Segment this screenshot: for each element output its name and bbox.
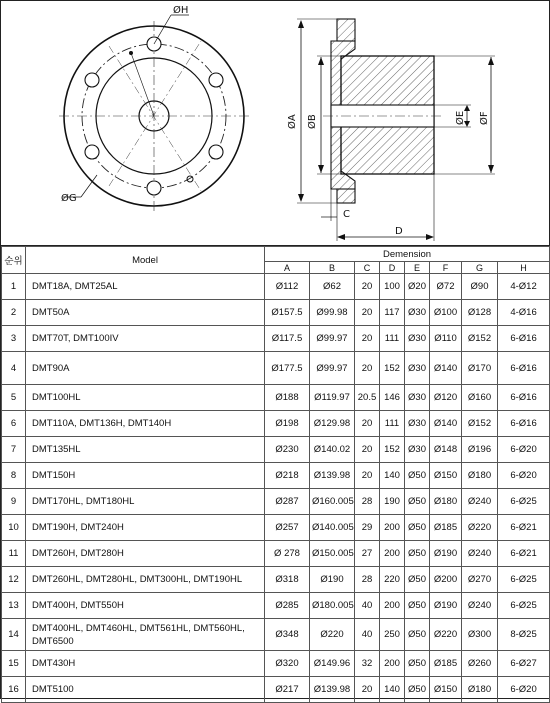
label-dia-a: ØA [287, 114, 298, 129]
dimension-h-cell: 6-Ø25 [498, 593, 550, 619]
label-dia-e: ØE [455, 110, 466, 125]
dimension-a-cell: Ø217 [265, 677, 310, 703]
dimension-a-cell: Ø230 [265, 437, 310, 463]
dimension-a-cell: Ø157.5 [265, 300, 310, 326]
dimension-c-cell: 20 [355, 411, 380, 437]
label-dia-h: ØH [173, 5, 189, 16]
dimension-d-cell: 200 [380, 651, 405, 677]
label-dia-b: ØB [307, 114, 318, 129]
table-body [2, 274, 550, 703]
dimension-f-cell: Ø190 [430, 541, 462, 567]
dimension-table [1, 246, 550, 703]
dimension-c-cell: 20 [355, 300, 380, 326]
dimension-h-cell: 6-Ø20 [498, 437, 550, 463]
pin-hole [187, 176, 193, 182]
header-dimension: Demension [265, 247, 550, 262]
dimension-b-cell: Ø99.97 [310, 352, 355, 385]
dimension-g-cell: Ø300 [462, 619, 498, 651]
model-name: DMT260HL, DMT280HL, DMT300HL, DMT190HL [26, 567, 265, 593]
row-number: 7 [2, 437, 26, 463]
dimension-c-cell: 28 [355, 489, 380, 515]
bolt-hole [209, 145, 223, 159]
dimension-h-cell: 6-Ø16 [498, 326, 550, 352]
dimension-d-cell: 250 [380, 619, 405, 651]
dimension-h-cell: 6-Ø25 [498, 489, 550, 515]
header-col-e: E [405, 262, 430, 274]
table-header-row [2, 247, 550, 262]
table-row [2, 300, 550, 326]
row-number: 8 [2, 463, 26, 489]
dimension-a-cell: Ø285 [265, 593, 310, 619]
model-name: DMT50A [26, 300, 265, 326]
header-seq: 순위 [2, 247, 26, 274]
dimension-f-cell: Ø100 [430, 300, 462, 326]
dimension-c-cell: 27 [355, 541, 380, 567]
header-col-b: B [310, 262, 355, 274]
model-name: DMT400H, DMT550H [26, 593, 265, 619]
dimension-d-cell: 117 [380, 300, 405, 326]
row-number: 5 [2, 385, 26, 411]
row-number: 15 [2, 651, 26, 677]
dimension-g-cell: Ø240 [462, 489, 498, 515]
dimension-f-cell: Ø200 [430, 567, 462, 593]
dimension-f-cell: Ø140 [430, 352, 462, 385]
dimension-a-cell: Ø177.5 [265, 352, 310, 385]
dimension-c-cell: 20 [355, 463, 380, 489]
model-name: DMT70T, DMT100IV [26, 326, 265, 352]
dimension-h-cell: 4-Ø16 [498, 300, 550, 326]
header-col-c: C [355, 262, 380, 274]
dimension-b-cell: Ø62 [310, 274, 355, 300]
dimension-e-cell: Ø50 [405, 489, 430, 515]
header-col-d: D [380, 262, 405, 274]
dimension-c-cell: 29 [355, 515, 380, 541]
dimension-c-cell: 28 [355, 567, 380, 593]
table-row [2, 385, 550, 411]
dimension-c-cell: 20 [355, 274, 380, 300]
dimension-f-cell: Ø120 [430, 385, 462, 411]
row-number: 2 [2, 300, 26, 326]
dimension-c-cell: 20 [355, 437, 380, 463]
dimension-b-cell: Ø139.98 [310, 463, 355, 489]
dimension-a-cell: Ø287 [265, 489, 310, 515]
dimension-e-cell: Ø50 [405, 619, 430, 651]
label-c: C [343, 209, 350, 220]
row-number: 14 [2, 619, 26, 651]
dimension-e-cell: Ø30 [405, 326, 430, 352]
row-number: 16 [2, 677, 26, 703]
dimension-g-cell: Ø160 [462, 385, 498, 411]
dimension-e-cell: Ø50 [405, 463, 430, 489]
model-name: DMT110A, DMT136H, DMT140H [26, 411, 265, 437]
dimension-h-cell: 6-Ø20 [498, 463, 550, 489]
dimension-h-cell: 4-Ø12 [498, 274, 550, 300]
table-row [2, 463, 550, 489]
row-number: 10 [2, 515, 26, 541]
dimension-f-cell: Ø150 [430, 463, 462, 489]
dimension-g-cell: Ø180 [462, 463, 498, 489]
dimension-f-cell: Ø72 [430, 274, 462, 300]
bolt-hole [209, 73, 223, 87]
model-name: DMT100HL [26, 385, 265, 411]
dimension-h-cell: 6-Ø25 [498, 567, 550, 593]
dimension-e-cell: Ø50 [405, 651, 430, 677]
row-number: 11 [2, 541, 26, 567]
dimension-b-cell: Ø150.005 [310, 541, 355, 567]
dimension-e-cell: Ø30 [405, 411, 430, 437]
dimension-g-cell: Ø128 [462, 300, 498, 326]
dimension-a-cell: Ø320 [265, 651, 310, 677]
row-number: 13 [2, 593, 26, 619]
dimension-e-cell: Ø30 [405, 352, 430, 385]
dimension-g-cell: Ø240 [462, 541, 498, 567]
dimension-a-cell: Ø188 [265, 385, 310, 411]
dimension-f-cell: Ø180 [430, 489, 462, 515]
dimension-d-cell: 200 [380, 515, 405, 541]
dimension-d-cell: 111 [380, 411, 405, 437]
dimension-c-cell: 32 [355, 651, 380, 677]
dimension-e-cell: Ø30 [405, 300, 430, 326]
dimension-g-cell: Ø180 [462, 677, 498, 703]
dimension-b-cell: Ø99.98 [310, 300, 355, 326]
table-row [2, 352, 550, 385]
dimension-e-cell: Ø50 [405, 593, 430, 619]
dimension-h-cell: 6-Ø20 [498, 677, 550, 703]
dimension-d-cell: 200 [380, 593, 405, 619]
dimension-a-cell: Ø198 [265, 411, 310, 437]
dimension-a-cell: Ø348 [265, 619, 310, 651]
table-row [2, 593, 550, 619]
label-dia-f: ØF [479, 111, 490, 125]
dimension-d-cell: 220 [380, 567, 405, 593]
dimension-e-cell: Ø50 [405, 541, 430, 567]
dimension-h-cell: 6-Ø27 [498, 651, 550, 677]
dimension-d-cell: 152 [380, 437, 405, 463]
dimension-d-cell: 200 [380, 541, 405, 567]
dimension-g-cell: Ø196 [462, 437, 498, 463]
dimension-a-cell: Ø 278 [265, 541, 310, 567]
dimension-h-cell: 6-Ø16 [498, 385, 550, 411]
dimension-c-cell: 20 [355, 326, 380, 352]
dimension-e-cell: Ø50 [405, 567, 430, 593]
table-row [2, 274, 550, 300]
dimension-b-cell: Ø149.96 [310, 651, 355, 677]
model-name: DMT90A [26, 352, 265, 385]
dimension-h-cell: 6-Ø21 [498, 541, 550, 567]
dimension-f-cell: Ø190 [430, 593, 462, 619]
dimension-g-cell: Ø152 [462, 326, 498, 352]
model-name: DMT430H [26, 651, 265, 677]
model-name: DMT190H, DMT240H [26, 515, 265, 541]
dimension-g-cell: Ø152 [462, 411, 498, 437]
model-name: DMT5100 [26, 677, 265, 703]
dimension-c-cell: 40 [355, 593, 380, 619]
header-col-g: G [462, 262, 498, 274]
dimension-f-cell: Ø110 [430, 326, 462, 352]
dimension-a-cell: Ø318 [265, 567, 310, 593]
dimension-f-cell: Ø150 [430, 677, 462, 703]
model-name: DMT135HL [26, 437, 265, 463]
table-row [2, 567, 550, 593]
row-number: 3 [2, 326, 26, 352]
dimension-b-cell: Ø190 [310, 567, 355, 593]
bolt-hole [85, 145, 99, 159]
dimension-h-cell: 6-Ø16 [498, 352, 550, 385]
dimension-f-cell: Ø185 [430, 515, 462, 541]
dimension-b-cell: Ø119.97 [310, 385, 355, 411]
dimension-b-cell: Ø180.005 [310, 593, 355, 619]
dimension-d-cell: 100 [380, 274, 405, 300]
dimension-g-cell: Ø270 [462, 567, 498, 593]
dimension-a-cell: Ø112 [265, 274, 310, 300]
technical-drawing [1, 1, 549, 246]
label-d: D [395, 226, 403, 237]
dimension-b-cell: Ø160.005 [310, 489, 355, 515]
dimension-d-cell: 140 [380, 677, 405, 703]
table-row [2, 515, 550, 541]
dimension-h-cell: 8-Ø25 [498, 619, 550, 651]
dimension-a-cell: Ø117.5 [265, 326, 310, 352]
dimension-g-cell: Ø240 [462, 593, 498, 619]
row-number: 1 [2, 274, 26, 300]
header-col-f: F [430, 262, 462, 274]
header-model: Model [26, 247, 265, 274]
dimension-f-cell: Ø185 [430, 651, 462, 677]
dimension-a-cell: Ø218 [265, 463, 310, 489]
flange-bottom-tab [337, 189, 355, 203]
dimension-g-cell: Ø260 [462, 651, 498, 677]
section-view [286, 19, 495, 241]
table-row [2, 411, 550, 437]
dimension-e-cell: Ø20 [405, 274, 430, 300]
row-number: 4 [2, 352, 26, 385]
dimension-e-cell: Ø30 [405, 385, 430, 411]
table-row [2, 651, 550, 677]
model-name: DMT400HL, DMT460HL, DMT561HL, DMT560HL, DMT6500 [26, 619, 265, 651]
dimension-b-cell: Ø220 [310, 619, 355, 651]
dimension-d-cell: 146 [380, 385, 405, 411]
dimension-b-cell: Ø129.98 [310, 411, 355, 437]
table-row [2, 541, 550, 567]
model-name: DMT260H, DMT280H [26, 541, 265, 567]
dimension-b-cell: Ø140.005 [310, 515, 355, 541]
table-row [2, 489, 550, 515]
flange-drawing-svg [1, 1, 549, 245]
row-number: 9 [2, 489, 26, 515]
dimension-g-cell: Ø90 [462, 274, 498, 300]
dimension-e-cell: Ø30 [405, 437, 430, 463]
dimension-d-cell: 190 [380, 489, 405, 515]
table-row [2, 326, 550, 352]
dimension-f-cell: Ø220 [430, 619, 462, 651]
front-view [59, 4, 249, 211]
dimension-b-cell: Ø139.98 [310, 677, 355, 703]
dimension-b-cell: Ø99.97 [310, 326, 355, 352]
dimension-e-cell: Ø50 [405, 515, 430, 541]
header-col-a: A [265, 262, 310, 274]
dimension-g-cell: Ø170 [462, 352, 498, 385]
bolt-hole [85, 73, 99, 87]
dimension-d-cell: 152 [380, 352, 405, 385]
leader-h [154, 15, 171, 44]
dimension-c-cell: 40 [355, 619, 380, 651]
dimension-f-cell: Ø140 [430, 411, 462, 437]
label-dia-g: ØG [61, 193, 77, 204]
dimension-h-cell: 6-Ø21 [498, 515, 550, 541]
model-name: DMT170HL, DMT180HL [26, 489, 265, 515]
dimension-a-cell: Ø257 [265, 515, 310, 541]
dimension-h-cell: 6-Ø16 [498, 411, 550, 437]
dimension-c-cell: 20.5 [355, 385, 380, 411]
dimension-b-cell: Ø140.02 [310, 437, 355, 463]
dimension-c-cell: 20 [355, 352, 380, 385]
header-col-h: H [498, 262, 550, 274]
flange-top-tab [337, 19, 355, 41]
dimension-g-cell: Ø220 [462, 515, 498, 541]
dimension-d-cell: 140 [380, 463, 405, 489]
table-row [2, 437, 550, 463]
table-row [2, 619, 550, 651]
model-name: DMT150H [26, 463, 265, 489]
model-name: DMT18A, DMT25AL [26, 274, 265, 300]
dimension-d-cell: 111 [380, 326, 405, 352]
dimension-e-cell: Ø50 [405, 677, 430, 703]
dimension-c-cell: 20 [355, 677, 380, 703]
row-number: 12 [2, 567, 26, 593]
dimension-f-cell: Ø148 [430, 437, 462, 463]
bolt-hole [147, 181, 161, 195]
row-number: 6 [2, 411, 26, 437]
